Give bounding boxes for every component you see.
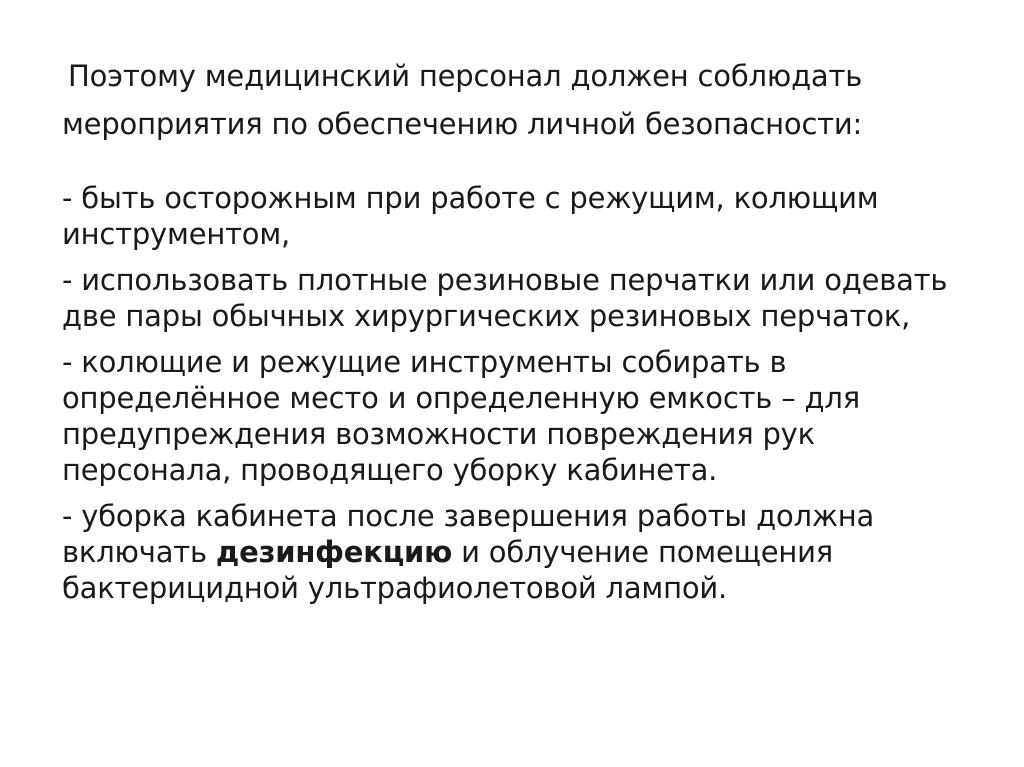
bullet-item-1: - быть осторожным при работе с режущим, колющим инструментом, [62, 181, 879, 251]
bullet-list [62, 180, 992, 606]
intro-line-2: мероприятия по обеспечению личной безопасности: [62, 107, 863, 141]
bullet-item-4-text-end: и облучение помещения бактерицидной ультрафиолетовой лампой. [62, 535, 833, 605]
intro-line-1: Поэтому медицинский персонал должен соблюдать [68, 59, 863, 93]
bullet-item-4-text-start: - уборка кабинета после завершения работы должна включать [62, 499, 875, 569]
bullet-item-3: - колющие и режущие инструменты собирать в определённое место и определенную емкость – для предупреждения возможности повреждения рук персонала, проводящего уборку кабинета. [62, 345, 860, 487]
intro-paragraph [62, 52, 992, 148]
bullet-item-4 [62, 498, 992, 606]
bullet-item-4-emphasis: дезинфекцию [215, 535, 453, 569]
bullet-item-2: - использовать плотные резиновые перчатки или одевать две пары обычных хирургических резиновых перчаток, [62, 263, 948, 333]
